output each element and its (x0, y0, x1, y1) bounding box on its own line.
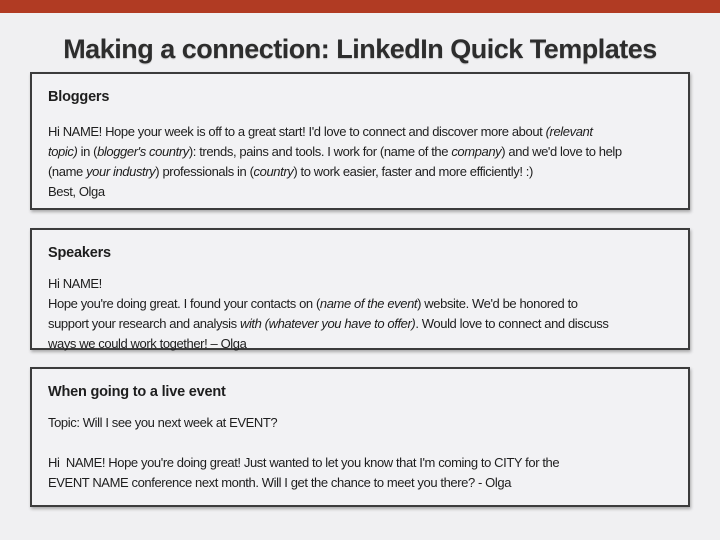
accent-bar (0, 0, 720, 13)
card-heading-speakers: Speakers (48, 245, 111, 261)
card-body-speakers: Hi NAME! Hope you're doing great. I found your contacts on (name of the event) website. We'd be honored to support your research and analysis with (whatever you have to offer). Would love to connect and discuss ways we could work together! – Olga (48, 276, 609, 351)
card-body-bloggers: Hi NAME! Hope your week is off to a great start! I'd love to connect and discover more about (relevant topic) in (blogger's country): trends, pains and tools. I work for (name of the company) and we'd love to help (name your industry) professionals in (country) to work easier, faster and more efficiently! :) Best, Olga (48, 124, 622, 199)
card-heading-bloggers: Bloggers (48, 89, 110, 105)
template-card-live-event (30, 367, 690, 507)
card-body-live-event: Topic: Will I see you next week at EVENT? Hi NAME! Hope you're doing great! Just wanted to let you know that I'm coming to CITY for the EVENT NAME conference next month. Will I get the chance to meet you there? - Olga (48, 415, 560, 490)
template-card-speakers (30, 228, 690, 350)
slide-title: Making a connection: LinkedIn Quick Templates (63, 34, 657, 64)
template-card-bloggers (30, 72, 690, 210)
card-heading-live-event: When going to a live event (48, 384, 226, 400)
